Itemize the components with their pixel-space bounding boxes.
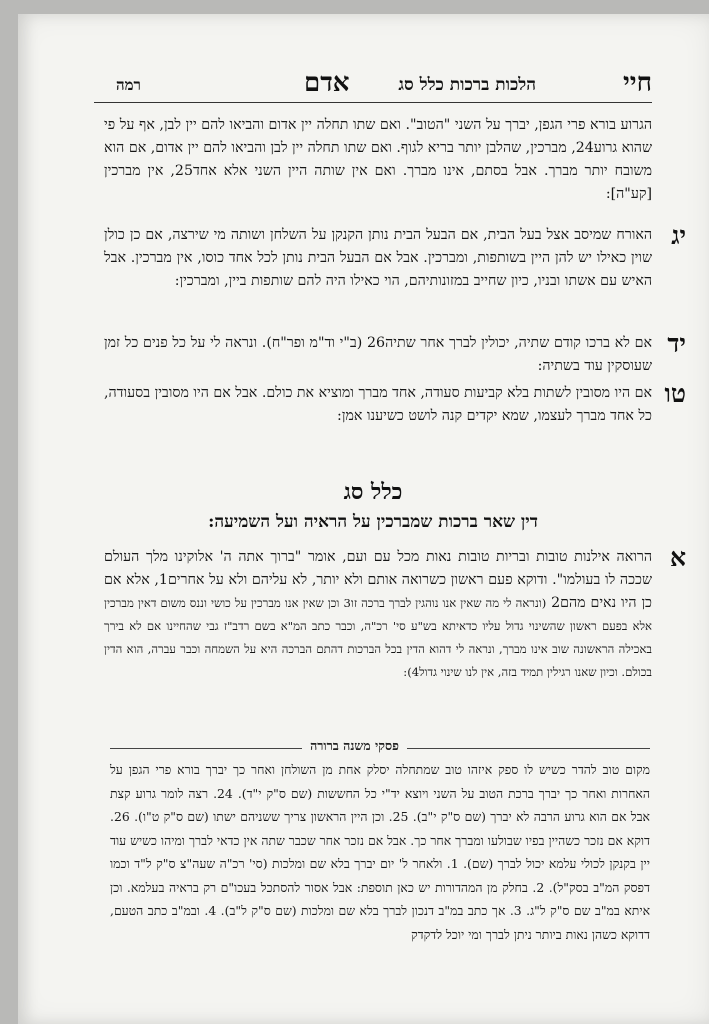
paragraph-yod-dalet: [104, 329, 686, 378]
paragraph-text: אם לא ברכו קודם שתיה, יכולין לברך אחר שתיה26 (ב"י וד"מ ופר"ח). ונראה לי על כל פנים כל זמן שעוסקין עוד בשתיה:: [104, 335, 652, 374]
paragraph-text: האורח שמיסב אצל בעל הבית, אם הבעל הבית נותן הקנקן על השלחן ושותה מי שירצה, אם כן כולן שוין כאילו יש להן היין בשותפות, ומברכין. אבל אם הבעל הבית נותן לכל אחד כוסו, אין מברכין. אבל האיש עם אשתו ובניו, כיון שחייב במזונותיהם, הוי כאילו היה להם שותפות ביין, ומברכין:: [104, 227, 652, 289]
paragraph-letter: טו: [664, 379, 686, 408]
notes-title: [0, 738, 709, 754]
paragraph-intro: הגרוע בורא פרי הגפן, יברך על השני "הטוב". ואם שתו תחלה יין אדום והביאו להם יין לבן, אף על פי שהוא גרוע24, מברכין, שהלבן יותר בריא לגוף. ואם שתו תחלה יין לבן והביאו להם יין אדום, אם הוא משובח יותר מברך. אבל בסתם, אינו מברך. ואם אין שותה היין השני אלא אחד25, אין מברכין [קע"ה]:: [104, 117, 652, 202]
paragraph-letter: יד: [667, 329, 686, 358]
paragraph-yod-gimel: [104, 221, 686, 293]
notes-title-text: פסקי משנה ברורה: [302, 738, 407, 753]
paragraph-parenthetical: (ונראה לי מה שאין אנו נוהגין לברך ברכה זו3 וכן שאין אנו מברכין על כושי וננס משום דאין מברכין אלא בפעם ראשון שהשינוי גדול עליו כדאיתא בש"ע סי' רכ"ה, וכבר כתב המ"א בשם רדב"ז גבי שהחיינו אם לא בירך באכילה הראשונה שוב אינו מברך, ונראה לי דהוא הדין בכל הברכות דהתם הברכה היא על השמחה וכבר עברה, הוא הדין בכולם. וכיון שאנו רגילין תמיד בזה, אין לנו שינוי גדול4):: [104, 596, 652, 679]
header-chai: חיי: [622, 68, 652, 98]
header-rama: רמה: [116, 76, 141, 94]
header-adam: אדם: [304, 68, 350, 98]
footnote: 1. ולאחר ל' יום יברך בלא שם ומלכות (סי' רכ"ה שעה"צ ס"ק ל"ד וכמו דפסק המ"ב בסק"ל). 2. בחלק מן המהדורות יש כאן תוספת: אבל אסור להסתכל בעכו"ם רק בראיה בעלמא. וכן איתא במ"ב שם ס"ק ל"ג. 3. אך כתב במ"ב דנכון לברך בלא שם ומלכות (שם ס"ק ל"ב). 4. ובמ"ב כתב הטעם, דדוקא כשהן נאות ביותר ניתן לברך ומי יוכל לדקדק: [110, 856, 651, 942]
paragraph-text: הרואה אילנות טובות ובריות טובות נאות מכל עם ועם, אומר "ברוך אתה ה' אלוקינו מלך העולם שככה לו בעולמו". ודוקא פעם ראשון כשרואה אותם ולא יותר, לא עליהם ולא על אחרים1, אלא אם כן היו נאים מהם2: [104, 549, 652, 611]
paragraph-aleph: [104, 543, 686, 684]
header-title: הלכות ברכות כלל סג: [398, 75, 536, 95]
footnote: מקום טוב להדר כשיש לו ספק איזהו טוב שמתחלה יסלק אחת מן השולחן ואחר כך יברך בורא פרי הגפן על האחרות ואחר כך יברך ברכת הטוב על השני ויוצא יד"י כל החששות (שם ס"ק י"ד).: [110, 762, 650, 801]
paragraph-text: אם היו מסובין לשתות בלא קביעות סעודה, אחד מברך ומוציא את כולם. אבל אם היו מסובין בסעודה, כל אחד מברך לעצמו, שמא יקדים קנה לושט כשיענו אמן:: [104, 385, 652, 424]
section-heading: כלל סג: [343, 479, 403, 505]
paragraph-letter: א: [669, 543, 686, 572]
section-subtitle: דין שאר ברכות שמברכין על הראיה ועל השמיעה:: [208, 512, 538, 532]
footnote: 24. רצה לומר גרוע קצת אבל אם הוא גרוע הרבה לא יברך (שם ס"ק י"ב). 25. וכן היין הראשון צריך ששניהם ישתו (שם ס"ק ט"ו). 26. דוקא אם נזכר כשהיין בפיו שבולעו ומברך אחר כך. אבל אם נזכר אחר שכבר שתה אין כדאי לברך ומיהו כשיש עוד יין בקנקן לכולי עלמא יכול לברך (שם).: [110, 785, 650, 871]
paragraph-tet-vav: [104, 379, 686, 428]
page-header: [94, 66, 652, 103]
paragraph-letter: יג: [671, 221, 686, 250]
footnotes: [110, 758, 650, 946]
